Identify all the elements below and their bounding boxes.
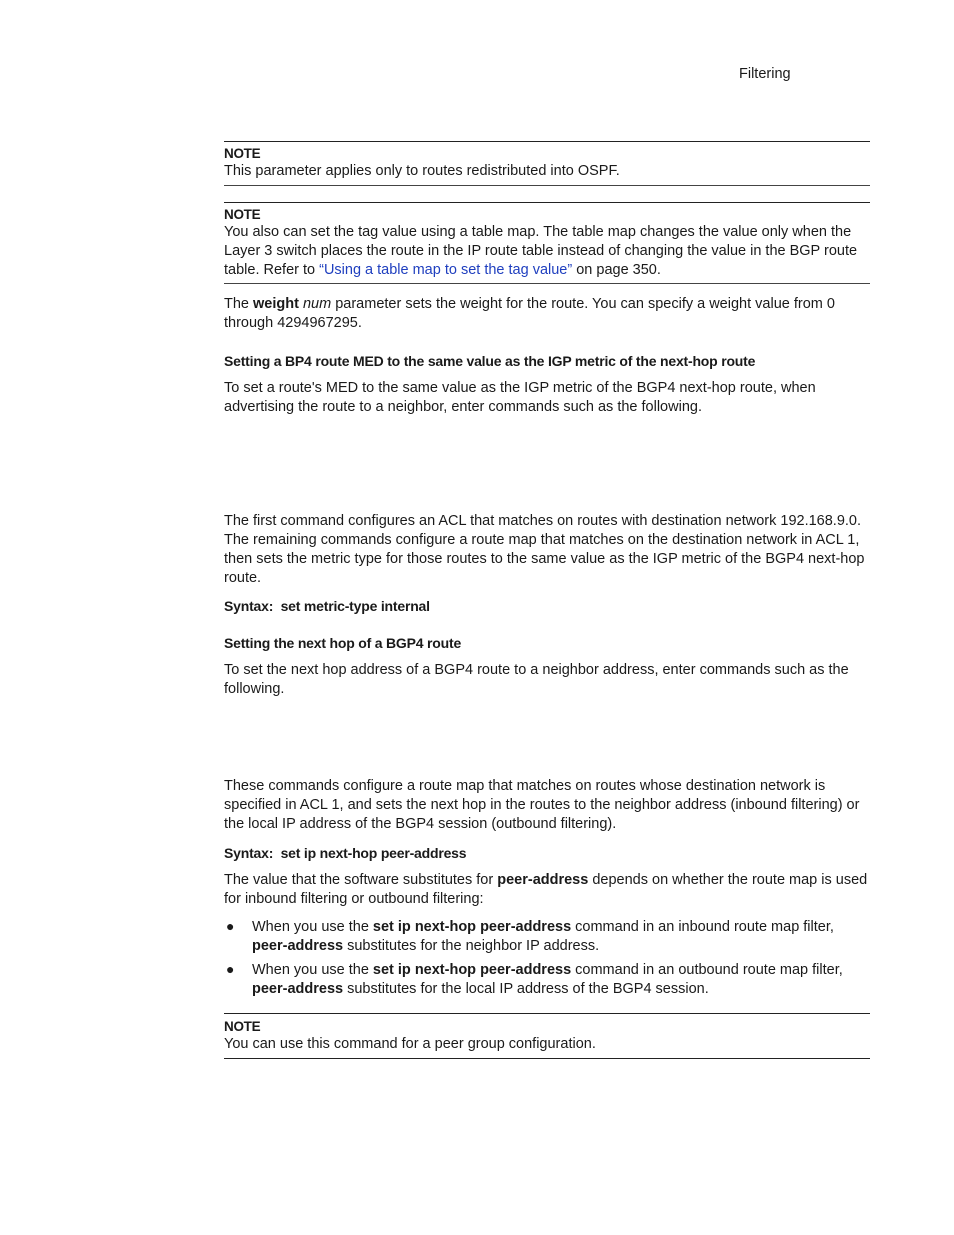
syntax-label: Syntax: <box>224 845 274 861</box>
value-paragraph <box>224 871 870 909</box>
note-bottom-rule <box>224 283 870 284</box>
weight-paragraph <box>224 295 870 333</box>
syntax-command: set metric-type internal <box>280 598 430 614</box>
section-intro: To set the next hop address of a BGP4 route to a neighbor address, enter commands such as the following. <box>224 662 849 697</box>
note-top-rule <box>224 141 870 142</box>
note-text: This parameter applies only to routes redistributed into OSPF. <box>224 163 620 179</box>
note-bottom-rule <box>224 185 870 186</box>
text-run: substitutes for the neighbor IP address. <box>343 938 600 954</box>
text-run: The <box>224 296 254 312</box>
section-intro: To set a route's MED to the same value as the IGP metric of the BGP4 next-hop route, when advertising the route to a neighbor, enter commands such as the following. <box>224 380 816 415</box>
running-header: Filtering <box>739 66 791 82</box>
text-run: command in an outbound route map filter, <box>571 962 843 978</box>
argument: num <box>302 296 332 312</box>
bullet-icon: ● <box>226 918 235 934</box>
syntax-label: Syntax: <box>224 598 274 614</box>
note-label: NOTE <box>224 1019 261 1034</box>
section-explanation: The first command configures an ACL that matches on routes with destination network 192.168.9.0. The remaining commands configure a route map that matches on the destination network in ACL 1, then sets the metric type for those routes to the same value as the IGP metric of the BGP4 next-hop route. <box>224 513 865 586</box>
syntax-line <box>224 844 870 863</box>
syntax-line <box>224 597 870 616</box>
note-box <box>224 145 870 181</box>
keyword: peer-address <box>497 872 589 888</box>
bullet-item <box>252 918 870 956</box>
note-box <box>224 1018 870 1054</box>
bullet-icon: ● <box>226 961 235 977</box>
text-run: parameter sets the weight for the route. You can specify a weight value from 0 through 4294967295. <box>224 296 835 331</box>
note-text: You can use this command for a peer group configuration. <box>224 1036 596 1052</box>
text-run: command in an inbound route map filter, <box>571 919 834 935</box>
cross-reference-link[interactable]: “Using a table map to set the tag value” <box>319 262 573 278</box>
note-label: NOTE <box>224 207 261 222</box>
text-run: When you use the <box>252 962 373 978</box>
section-explanation: These commands configure a route map that matches on routes whose destination network is specified in ACL 1, and sets the next hop in the routes to the neighbor address (inbound filtering) or the local IP address of the BGP4 session (outbound filtering). <box>224 778 860 832</box>
section-heading: Setting the next hop of a BGP4 route <box>224 635 462 651</box>
note-top-rule <box>224 1013 870 1014</box>
note-bottom-rule <box>224 1058 870 1059</box>
note-label: NOTE <box>224 146 261 161</box>
note-text-part: on page 350. <box>572 262 661 278</box>
text-run: depends on whether the route map is used for inbound filtering or outbound filtering: <box>224 872 868 907</box>
text-run: substitutes for the local IP address of the BGP4 session. <box>343 981 709 997</box>
keyword: set ip next-hop peer-address <box>372 919 572 935</box>
note-text <box>224 223 870 280</box>
note-text-part: You also can set the tag value using a table map. The table map changes the value only when the Layer 3 switch places the route in the IP route table instead of changing the value in the BGP route table. Refer to <box>224 224 858 278</box>
section-heading: Setting a BP4 route MED to the same value as the IGP metric of the next-hop route <box>224 353 756 369</box>
note-top-rule <box>224 202 870 203</box>
keyword: set ip next-hop peer-address <box>372 962 572 978</box>
text-run: The value that the software substitutes for <box>224 872 498 888</box>
keyword: peer-address <box>252 938 344 954</box>
bullet-item <box>252 961 870 999</box>
text-run: When you use the <box>252 919 373 935</box>
syntax-command: set ip next-hop peer-address <box>280 845 467 861</box>
note-box <box>224 206 870 280</box>
keyword: peer-address <box>252 981 344 997</box>
keyword: weight <box>253 296 299 312</box>
